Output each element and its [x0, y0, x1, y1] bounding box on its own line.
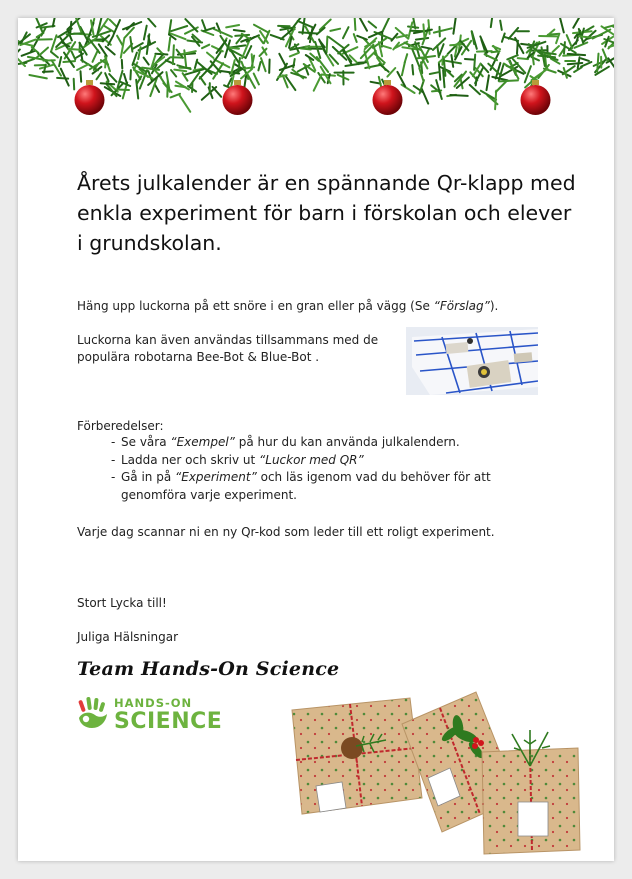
- bee-bot-mat-photo: [406, 327, 538, 395]
- logo-text-bottom: SCIENCE: [114, 709, 223, 734]
- headline: Årets julkalender är en spännande Qr-klapp med enkla experiment för barn i förskolan och elever i grundskolan.: [77, 171, 576, 255]
- ornament: [521, 80, 551, 115]
- signature: Team Hands-On Science: [77, 658, 340, 680]
- good-luck-text: Stort Lycka till!: [77, 596, 167, 610]
- prep-title: Förberedelser:: [77, 419, 164, 433]
- christmas-garland: [18, 18, 614, 128]
- prep-list: [111, 434, 531, 504]
- christmas-gifts-illustration: [290, 668, 590, 858]
- prep-item: - Se våra “Exempel” på hur du kan använda julkalendern.: [111, 434, 531, 452]
- intro-text: Häng upp luckorna på ett snöre i en gran eller på vägg (Se “Förslag”).: [77, 299, 499, 313]
- forslag-link: “Förslag”: [433, 299, 490, 313]
- page: [18, 18, 614, 861]
- prep-item: - Gå in på “Experiment” och läs igenom vad du behöver för att genomföra varje experiment.: [111, 469, 523, 504]
- daily-text: Varje dag scannar ni en ny Qr-kod som leder till ett roligt experiment.: [77, 525, 495, 539]
- greeting-text: Juliga Hälsningar: [77, 630, 179, 644]
- ornament: [373, 80, 403, 115]
- robots-text: Luckorna kan även användas tillsammans med de populära robotarna Bee-Bot & Blue-Bot .: [77, 333, 379, 364]
- hands-on-science-logo: [76, 694, 246, 738]
- ornament: [75, 80, 105, 115]
- prep-item: - Ladda ner och skriv ut “Luckor med QR”: [111, 452, 531, 470]
- gift-box: [292, 698, 422, 814]
- logo-text-top: HANDS-ON: [114, 696, 193, 710]
- hand-splash-icon: [76, 696, 110, 732]
